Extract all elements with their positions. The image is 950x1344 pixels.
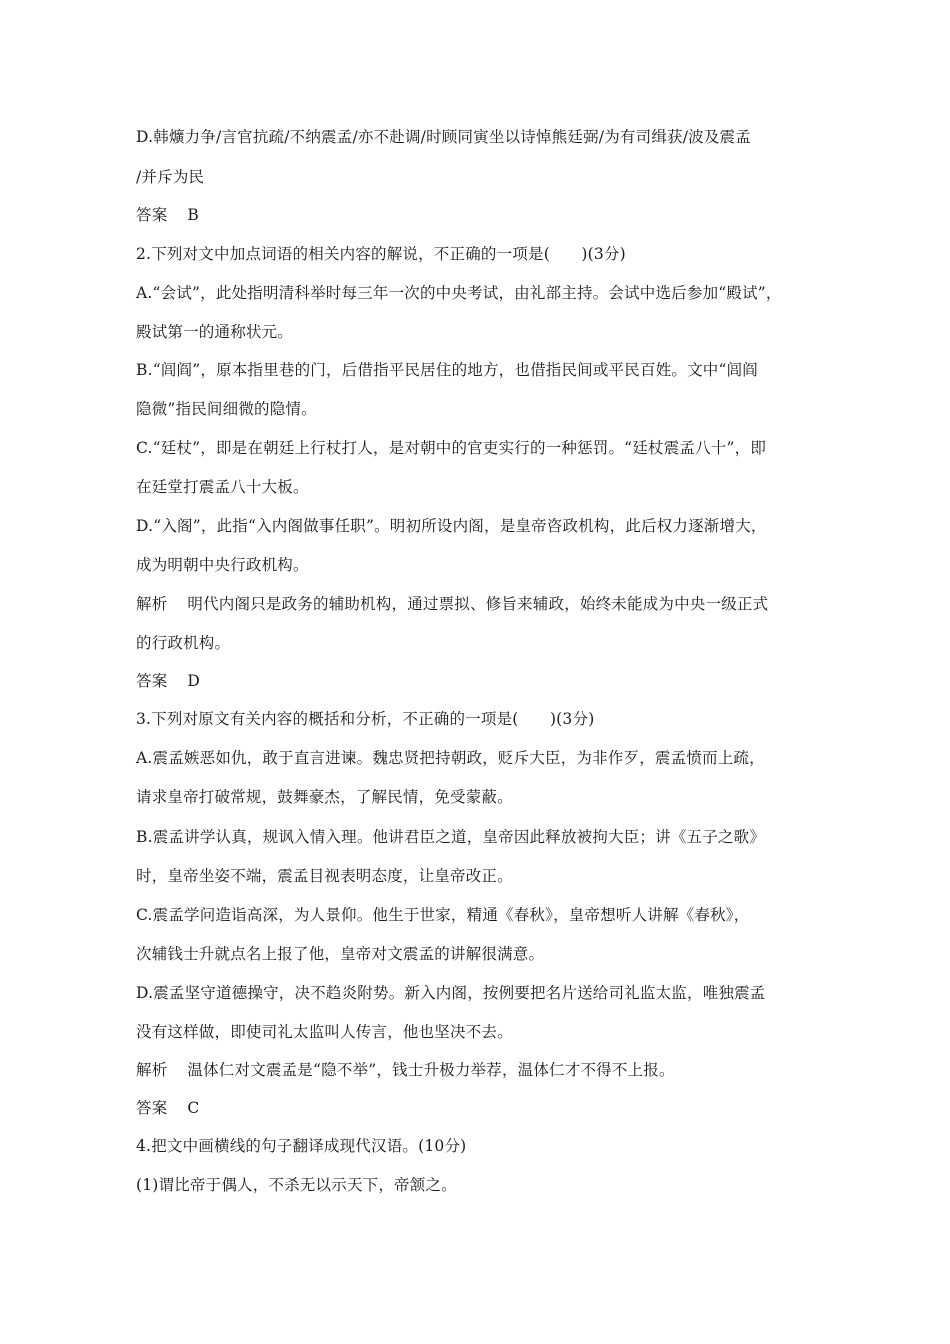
analysis-2 xyxy=(136,593,826,615)
question-2: 2.下列对文中加点词语的相关内容的解说，不正确的一项是( )(3分) xyxy=(136,245,626,263)
q3-option-a-line-2: 请求皇帝打破常规，鼓舞豪杰，了解民情，免受蒙蔽。 xyxy=(136,788,513,806)
q3-option-b-line-1: B.震孟讲学认真，规讽入情入理。他讲君臣之道，皇帝因此释放被拘大臣；讲《五子之歌》 xyxy=(136,828,766,846)
q2-option-d-line-2: 成为明朝中央行政机构。 xyxy=(136,556,309,574)
analysis-text: 温体仁对文震孟是“隐不举”，钱士升极力举荐，温体仁才不得不上报。 xyxy=(187,1061,675,1079)
q2-option-a-line-1: A.“会试”，此处指明清科举时每三年一次的中央考试，由礼部主持。会试中选后参加“殿试”， xyxy=(136,284,782,302)
q2-option-c-line-1: C.“廷杖”，即是在朝廷上行杖打人，是对朝中的官吏实行的一种惩罚。“廷杖震孟八十”，即 xyxy=(136,439,767,457)
q2-option-a-line-2: 殿试第一的通称状元。 xyxy=(136,323,294,341)
analysis-text: 明代内阁只是政务的辅助机构，通过票拟、修旨来辅政，始终未能成为中央一级正式 xyxy=(187,595,769,613)
q3-option-c-line-2: 次辅钱士升就点名上报了他，皇帝对文震孟的讲解很满意。 xyxy=(136,945,545,963)
answer-2 xyxy=(136,670,826,692)
analysis-2-line-2: 的行政机构。 xyxy=(136,634,231,652)
answer-label: 答案 xyxy=(136,1099,168,1117)
option-d-line-1: D.韩爌力争/言官抗疏/不纳震孟/亦不赴调/时顾同寅坐以诗悼熊廷弼/为有司缉获/波及震孟 xyxy=(136,128,751,146)
q2-option-c-line-2: 在廷堂打震孟八十大板。 xyxy=(136,478,309,496)
analysis-label: 解析 xyxy=(136,1061,168,1079)
q3-option-d-line-2: 没有这样做，即使司礼太监叫人传言，他也坚决不去。 xyxy=(136,1023,513,1041)
question-4: 4.把文中画横线的句子翻译成现代汉语。(10分) xyxy=(136,1137,467,1155)
answer-label: 答案 xyxy=(136,206,168,224)
q4-sentence-1: (1)谓比帝于偶人，不杀无以示天下，帝颔之。 xyxy=(136,1176,457,1194)
q2-option-d-line-1: D.“入阁”，此指“入内阁做事任职”。明初所设内阁，是皇帝咨政机构，此后权力逐渐增大， xyxy=(136,517,767,535)
answer-1 xyxy=(136,204,826,226)
option-d-line-2: /并斥为民 xyxy=(136,168,205,186)
answer-value: C xyxy=(187,1099,200,1117)
q3-option-c-line-1: C.震孟学问造诣高深，为人景仰。他生于世家，精通《春秋》，皇帝想听人讲解《春秋》， xyxy=(136,906,750,924)
q3-option-d-line-1: D.震孟坚守道德操守，决不趋炎附势。新入内阁，按例要把名片送给司礼监太监，唯独震孟 xyxy=(136,984,766,1002)
q2-option-b-line-2: 隐微”指民间细微的隐情。 xyxy=(136,400,317,418)
answer-3 xyxy=(136,1097,826,1119)
answer-value: D xyxy=(187,672,201,690)
question-3: 3.下列对原文有关内容的概括和分析，不正确的一项是( )(3分) xyxy=(136,710,595,728)
answer-value: B xyxy=(187,206,199,224)
q2-option-b-line-1: B.“闾阎”，原本指里巷的门，后借指平民居住的地方，也借指民间或平民百姓。文中“闾阎 xyxy=(136,361,758,379)
q3-option-a-line-1: A.震孟嫉恶如仇，敢于直言进谏。魏忠贤把持朝政，贬斥大臣，为非作歹，震孟愤而上疏， xyxy=(136,749,765,767)
answer-label: 答案 xyxy=(136,672,168,690)
q3-option-b-line-2: 时，皇帝坐姿不端，震孟目视表明态度，让皇帝改正。 xyxy=(136,867,513,885)
analysis-label: 解析 xyxy=(136,595,168,613)
analysis-3 xyxy=(136,1059,826,1081)
